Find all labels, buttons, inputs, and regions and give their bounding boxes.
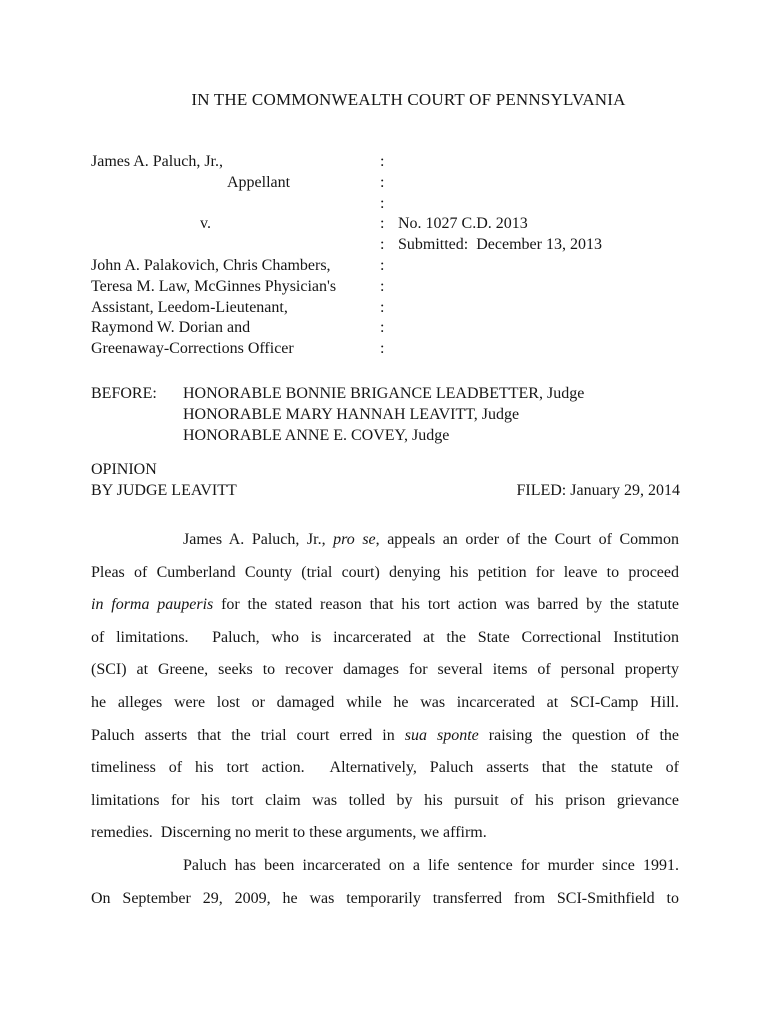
italic-text-segment: pro se — [333, 531, 376, 548]
italic-text-segment: in forma pauperis — [91, 596, 214, 614]
caption-row — [91, 318, 680, 339]
body-text-line — [91, 622, 679, 655]
caption-docket-text — [398, 194, 680, 215]
body-text-line — [91, 654, 679, 687]
caption-docket-text — [398, 152, 680, 173]
court-header: IN THE COMMONWEALTH COURT OF PENNSYLVANIA — [191, 90, 626, 109]
caption-row — [91, 339, 680, 360]
caption-row — [91, 256, 680, 277]
caption-docket-text — [398, 318, 680, 339]
body-text-line — [91, 850, 679, 883]
opinion-label: OPINION — [91, 461, 157, 478]
caption-docket-text: No. 1027 C.D. 2013 — [398, 215, 528, 233]
opinion-body — [91, 524, 679, 915]
body-text-line — [91, 817, 679, 850]
caption-row — [91, 298, 680, 319]
caption-docket-text — [398, 173, 680, 194]
caption-row — [91, 194, 680, 215]
italic-text-segment: sua sponte — [404, 726, 479, 744]
text-segment: of limitations. Paluch, who is incarcerated at the State Correctional Institution — [91, 628, 679, 646]
text-segment: Paluch asserts that the trial court erred in — [91, 726, 405, 744]
text-segment: remedies. Discerning no merit to these arguments, we affirm. — [91, 824, 487, 842]
text-segment: On September 29, 2009, he was temporarily transferred from SCI-Smithfield to — [91, 889, 679, 907]
case-caption — [91, 152, 680, 360]
text-segment: James A. Paluch, Jr., — [183, 531, 334, 548]
caption-party-text: v. — [200, 215, 211, 233]
text-segment: Paluch has been incarcerated on a life sentence for murder since 1991. — [183, 856, 679, 874]
caption-row — [91, 235, 680, 256]
caption-party-text: Appellant — [227, 173, 291, 191]
judge-line: HONORABLE MARY HANNAH LEAVITT, Judge — [183, 405, 520, 423]
caption-docket-text — [398, 277, 680, 298]
text-segment: raising the question of the — [478, 726, 679, 744]
text-segment: he alleges were lost or damaged while he was incarcerated at SCI-Camp Hill. — [91, 693, 679, 711]
caption-row — [91, 152, 680, 173]
caption-colon-separator: : — [380, 194, 385, 212]
text-segment: limitations for his tort claim was tolled by his pursuit of his prison grievance — [91, 791, 679, 809]
caption-colon-separator: : — [380, 215, 385, 233]
before-block — [91, 384, 680, 446]
caption-colon-separator: : — [380, 298, 385, 316]
filed-date: FILED: January 29, 2014 — [516, 481, 680, 499]
caption-colon-separator: : — [380, 256, 385, 274]
caption-colon-separator: : — [380, 277, 385, 295]
caption-docket-text — [398, 298, 680, 319]
caption-colon-separator: : — [380, 173, 385, 191]
body-text-line — [91, 557, 679, 590]
caption-colon-separator: : — [380, 153, 385, 170]
caption-docket-text — [398, 256, 680, 277]
judge-line: HONORABLE ANNE E. COVEY, Judge — [183, 426, 450, 444]
body-text-line — [91, 883, 679, 916]
body-text-line — [91, 785, 679, 818]
judges-list — [183, 384, 680, 446]
opinion-heading — [91, 460, 680, 502]
caption-row — [91, 173, 680, 194]
body-text-line — [91, 589, 679, 622]
caption-party-text: Assistant, Leedom-Lieutenant, — [91, 298, 288, 316]
text-segment: Pleas of Cumberland County (trial court) denying his petition for leave to proceed — [91, 563, 679, 581]
opinion-author: BY JUDGE LEAVITT — [91, 481, 237, 499]
caption-row — [91, 214, 680, 235]
caption-colon-separator: : — [380, 340, 385, 358]
judge-line: HONORABLE BONNIE BRIGANCE LEADBETTER, Judge — [183, 385, 585, 402]
caption-party-text — [91, 194, 380, 215]
body-text-line — [91, 720, 679, 753]
caption-party-text: Raymond W. Dorian and — [91, 319, 251, 337]
text-segment: for the stated reason that his tort action was barred by the statute — [213, 596, 679, 614]
caption-party-text: John A. Palakovich, Chris Chambers, — [91, 256, 331, 274]
body-text-line — [91, 687, 679, 720]
body-text-line — [91, 752, 679, 785]
text-segment: (SCI) at Greene, seeks to recover damages for several items of personal property — [91, 661, 679, 679]
caption-docket-text — [398, 339, 680, 360]
text-segment: , appeals an order of the Court of Common — [375, 531, 679, 548]
caption-party-text — [91, 235, 380, 256]
caption-party-text: Greenaway-Corrections Officer — [91, 340, 294, 358]
text-segment: timeliness of his tort action. Alternatively, Paluch asserts that the statute of — [91, 759, 679, 777]
caption-docket-text: Submitted: December 13, 2013 — [398, 236, 602, 254]
caption-colon-separator: : — [380, 319, 385, 337]
caption-colon-separator: : — [380, 236, 385, 254]
before-label: BEFORE: — [91, 385, 157, 402]
caption-party-text: Teresa M. Law, McGinnes Physician's — [91, 277, 337, 295]
caption-party-text: James A. Paluch, Jr., — [91, 153, 223, 170]
opinion-heading-left — [91, 460, 237, 502]
body-text-line — [91, 524, 679, 557]
caption-row — [91, 277, 680, 298]
